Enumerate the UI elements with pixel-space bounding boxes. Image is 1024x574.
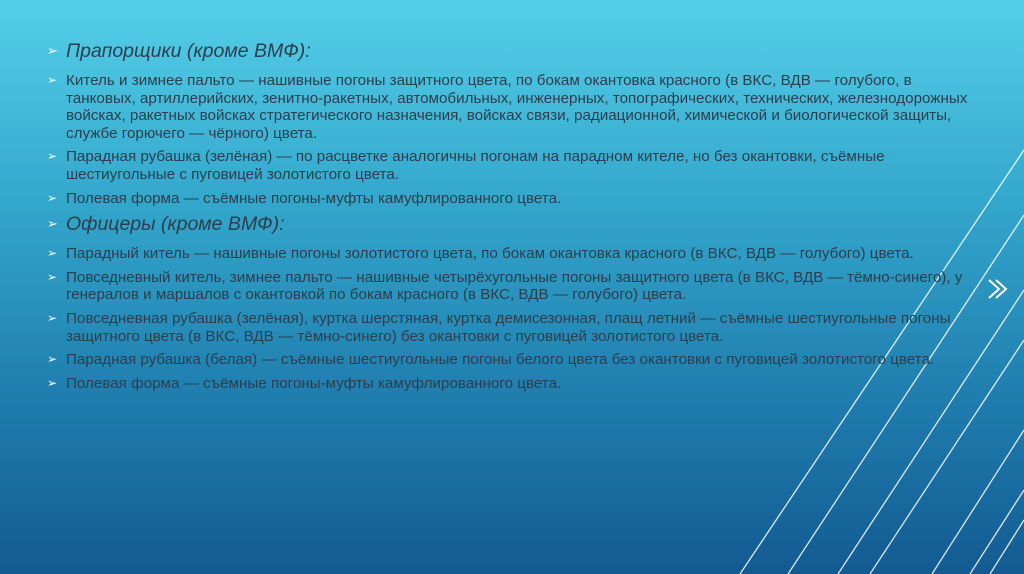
arrow-bullet-icon: ➢ bbox=[47, 73, 58, 87]
heading-officers bbox=[44, 213, 984, 235]
heading-warrant-officers bbox=[44, 40, 984, 62]
list-item bbox=[44, 72, 984, 142]
arrow-bullet-icon: ➢ bbox=[47, 269, 58, 284]
list-item-text: Китель и зимнее пальто — нашивные погоны защитного цвета, по бокам окантовка красного (в ВКС, ВДВ — голубого, в танковых, артиллерийских, зенитно-ракетных, автомобильных, инженерных, топографических, технических, железнодорожных войсках, ракетных войсках стратегического назначения, войсках связи, радиационной, химической и биологической защиты, службе горючего — чёрного) цвета. bbox=[66, 72, 968, 142]
arrow-bullet-icon: ➢ bbox=[47, 310, 58, 325]
arrow-bullet-icon: ➢ bbox=[47, 43, 58, 58]
list-item bbox=[44, 190, 984, 208]
list-item-text: Парадная рубашка (белая) — съёмные шестиугольные погоны белого цвета без окантовки с пуговицей золотистого цвета. bbox=[66, 351, 935, 369]
list-item bbox=[44, 310, 984, 345]
list-item-text: Повседневная рубашка (зелёная), куртка шерстяная, куртка демисезонная, плащ летний — съёмные шестиугольные погоны защитного цвета (в ВКС, ВДВ — тёмно-синего) без окантовки с пуговицей золотистого цвета. bbox=[66, 309, 951, 345]
double-chevron-right-icon[interactable] bbox=[989, 280, 1006, 298]
list-item bbox=[44, 245, 984, 263]
heading-text: Прапорщики (кроме ВМФ): bbox=[66, 40, 311, 62]
slide-content bbox=[44, 36, 984, 398]
list-item-text: Парадная рубашка (зелёная) — по расцветке аналогичны погонам на парадном кителе, но без окантовки, съёмные шестиугольные с пуговицей золотистого цвета. bbox=[66, 148, 885, 183]
arrow-bullet-icon: ➢ bbox=[47, 375, 58, 390]
arrow-bullet-icon: ➢ bbox=[47, 246, 58, 261]
arrow-bullet-icon: ➢ bbox=[47, 216, 58, 232]
list-item-text: Повседневный китель, зимнее пальто — нашивные четырёхугольные погоны защитного цвета (в ВКС, ВДВ — тёмно-синего), у генералов и маршалов с окантовкой по бокам красного (в ВКС, ВДВ — голубого) цвета. bbox=[66, 268, 963, 304]
list-item bbox=[44, 375, 984, 393]
arrow-bullet-icon: ➢ bbox=[47, 352, 58, 367]
decor-line-7 bbox=[990, 520, 1024, 574]
list-item-text: Парадный китель — нашивные погоны золотистого цвета, по бокам окантовка красного (в ВКС, ВДВ — голубого) цвета. bbox=[66, 245, 914, 263]
arrow-bullet-icon: ➢ bbox=[47, 149, 58, 164]
heading-text: Офицеры (кроме ВМФ): bbox=[66, 213, 285, 236]
arrow-bullet-icon: ➢ bbox=[47, 190, 58, 205]
list-item-text: Полевая форма — съёмные погоны-муфты камуфлированного цвета. bbox=[66, 374, 562, 392]
list-item bbox=[44, 148, 984, 183]
decor-line-5 bbox=[932, 430, 1024, 574]
list-item bbox=[44, 351, 984, 369]
list-item-text: Полевая форма — съёмные погоны-муфты камуфлированного цвета. bbox=[66, 189, 562, 207]
list-item bbox=[44, 269, 984, 304]
